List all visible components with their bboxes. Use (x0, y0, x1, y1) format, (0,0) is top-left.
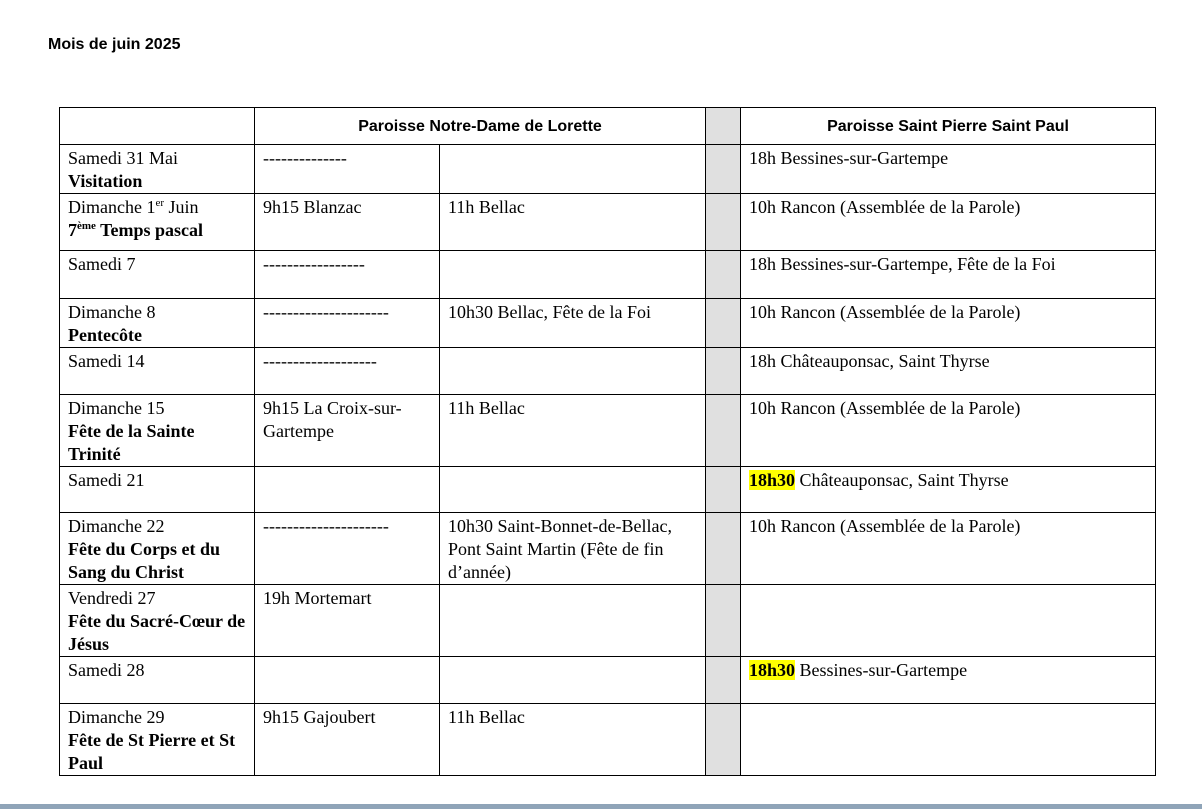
ndl-mass-1: 9h15 Blanzac (255, 194, 440, 251)
mass-schedule-table (59, 107, 1156, 776)
gap-cell (706, 395, 741, 467)
ndl-mass-2: 11h Bellac (440, 704, 706, 776)
ndl-mass-2 (440, 251, 706, 299)
sps-mass-text: 10h Rancon (Assemblée de la Parole) (749, 398, 1021, 418)
ndl-mass-1: ------------------- (255, 348, 440, 395)
sps-mass (741, 145, 1156, 194)
document-title: Mois de juin 2025 (48, 36, 181, 53)
table-row (60, 145, 1156, 194)
gap-cell (706, 348, 741, 395)
sps-mass-text: 10h Rancon (Assemblée de la Parole) (749, 516, 1021, 536)
sps-mass (741, 585, 1156, 657)
date-cell (60, 467, 255, 513)
day-label: Samedi 31 Mai (68, 148, 178, 168)
table-row (60, 467, 1156, 513)
time-highlight: 18h30 (749, 660, 796, 680)
ndl-mass-2 (440, 145, 706, 194)
time-highlight: 18h30 (749, 470, 796, 490)
table-row (60, 704, 1156, 776)
feast-label: 7ème Temps pascal (68, 220, 203, 240)
header-parish-saint-pierre-saint-paul: Paroisse Saint Pierre Saint Paul (741, 108, 1156, 145)
day-label: Samedi 7 (68, 254, 136, 274)
table-row (60, 299, 1156, 348)
day-label: Dimanche 1er Juin (68, 197, 199, 217)
date-cell (60, 395, 255, 467)
ndl-mass-2 (440, 585, 706, 657)
header-parish-notre-dame-de-lorette: Paroisse Notre-Dame de Lorette (255, 108, 706, 145)
sps-mass (741, 467, 1156, 513)
sps-mass (741, 348, 1156, 395)
feast-label: Fête du Corps et du Sang du Christ (68, 539, 220, 582)
date-cell (60, 299, 255, 348)
ndl-mass-1: --------------------- (255, 513, 440, 585)
table-row (60, 348, 1156, 395)
sps-mass-text: 10h Rancon (Assemblée de la Parole) (749, 302, 1021, 322)
gap-cell (706, 513, 741, 585)
ndl-mass-2 (440, 467, 706, 513)
table-row (60, 194, 1156, 251)
date-cell (60, 251, 255, 299)
table-row (60, 657, 1156, 704)
ndl-mass-2: 10h30 Saint-Bonnet-de-Bellac, Pont Saint Martin (Fête de fin d’année) (440, 513, 706, 585)
ndl-mass-2: 11h Bellac (440, 194, 706, 251)
ndl-mass-2: 11h Bellac (440, 395, 706, 467)
feast-label: Fête de St Pierre et St Paul (68, 730, 236, 773)
table-row (60, 395, 1156, 467)
day-label: Dimanche 15 (68, 398, 165, 418)
header-gap (706, 108, 741, 145)
sps-mass (741, 657, 1156, 704)
feast-label: Fête de la Sainte Trinité (68, 421, 195, 464)
ndl-mass-2 (440, 348, 706, 395)
ndl-mass-1: --------------------- (255, 299, 440, 348)
gap-cell (706, 194, 741, 251)
sps-mass (741, 513, 1156, 585)
sps-mass-text: Bessines-sur-Gartempe (795, 660, 968, 680)
feast-label: Fête du Sacré-Cœur de Jésus (68, 611, 246, 654)
ndl-mass-1 (255, 657, 440, 704)
gap-cell (706, 299, 741, 348)
sps-mass-text: 18h Châteauponsac, Saint Thyrse (749, 351, 990, 371)
sps-mass (741, 395, 1156, 467)
gap-cell (706, 704, 741, 776)
sps-mass-text: 18h Bessines-sur-Gartempe (749, 148, 949, 168)
table-row (60, 251, 1156, 299)
sps-mass-text: Châteauponsac, Saint Thyrse (795, 470, 1009, 490)
day-label: Dimanche 29 (68, 707, 165, 727)
date-cell (60, 194, 255, 251)
gap-cell (706, 585, 741, 657)
day-label: Vendredi 27 (68, 588, 156, 608)
day-label: Dimanche 22 (68, 516, 165, 536)
gap-cell (706, 145, 741, 194)
ndl-mass-2 (440, 657, 706, 704)
ndl-mass-1: 9h15 La Croix-sur-Gartempe (255, 395, 440, 467)
date-cell (60, 585, 255, 657)
date-cell (60, 657, 255, 704)
ndl-mass-1: -------------- (255, 145, 440, 194)
day-label: Dimanche 8 (68, 302, 156, 322)
header-date (60, 108, 255, 145)
gap-cell (706, 251, 741, 299)
date-cell (60, 704, 255, 776)
ndl-mass-1 (255, 467, 440, 513)
sps-mass (741, 299, 1156, 348)
table-row (60, 513, 1156, 585)
date-cell (60, 513, 255, 585)
window-bottom-border (0, 804, 1202, 809)
feast-label: Visitation (68, 171, 143, 191)
gap-cell (706, 467, 741, 513)
day-label: Samedi 14 (68, 351, 145, 371)
sps-mass-text: 18h Bessines-sur-Gartempe, Fête de la Foi (749, 254, 1056, 274)
header-row (60, 108, 1156, 145)
sps-mass-text: 10h Rancon (Assemblée de la Parole) (749, 197, 1021, 217)
table-row (60, 585, 1156, 657)
sps-mass (741, 194, 1156, 251)
sps-mass (741, 251, 1156, 299)
ndl-mass-2: 10h30 Bellac, Fête de la Foi (440, 299, 706, 348)
ndl-mass-1: 19h Mortemart (255, 585, 440, 657)
gap-cell (706, 657, 741, 704)
sps-mass (741, 704, 1156, 776)
ndl-mass-1: ----------------- (255, 251, 440, 299)
ndl-mass-1: 9h15 Gajoubert (255, 704, 440, 776)
date-cell (60, 348, 255, 395)
day-label: Samedi 28 (68, 660, 145, 680)
feast-label: Pentecôte (68, 325, 142, 345)
date-cell (60, 145, 255, 194)
day-label: Samedi 21 (68, 470, 145, 490)
